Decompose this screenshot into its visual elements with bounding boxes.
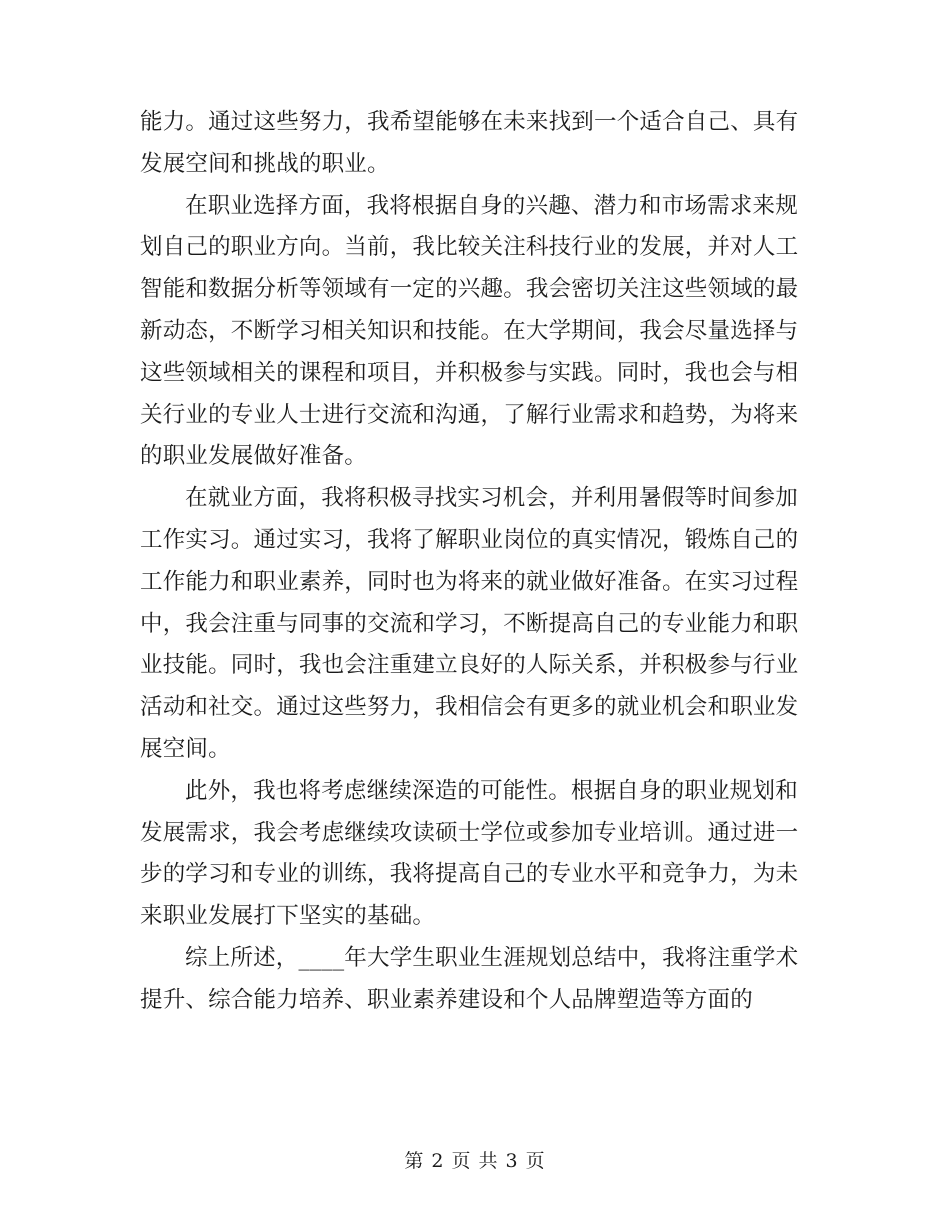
paragraph-1: 能力。通过这些努力，我希望能够在未来找到一个适合自己、具有发展空间和挑战的职业。 (140, 109, 799, 177)
paragraph-5: 综上所述，____年大学生职业生涯规划总结中，我将注重学术提升、综合能力培养、职业素养建设和个人品牌塑造等方面的 (140, 944, 799, 1013)
page-number-footer: 第 2 页 共 3 页 (404, 1150, 546, 1172)
paragraph-3: 在就业方面，我将积极寻找实习机会，并利用暑假等时间参加工作实习。通过实习，我将了解职业岗位的真实情况，锻炼自己的工作能力和职业素养，同时也为将来的就业做好准备。在实习过程中，我会注重与同事的交流和学习，不断提高自己的专业能力和职业技能。同时，我也会注重建立良好的人际关系，并积极参与行业活动和社交。通过这些努力，我相信会有更多的就业机会和职业发展空间。 (140, 485, 799, 762)
paragraph-2: 在职业选择方面，我将根据自身的兴趣、潜力和市场需求来规划自己的职业方向。当前，我比较关注科技行业的发展，并对人工智能和数据分析等领域有一定的兴趣。我会密切关注这些领域的最新动态，不断学习相关知识和技能。在大学期间，我会尽量选择与这些领域相关的课程和项目，并积极参与实践。同时，我也会与相关行业的专业人士进行交流和沟通，了解行业需求和趋势，为将来的职业发展做好准备。 (140, 192, 799, 470)
document-body (140, 102, 800, 1022)
paragraph-4: 此外，我也将考虑继续深造的可能性。根据自身的职业规划和发展需求，我会考虑继续攻读硕士学位或参加专业培训。通过进一步的学习和专业的训练，我将提高自己的专业水平和竞争力，为未来职业发展打下坚实的基础。 (140, 777, 799, 930)
